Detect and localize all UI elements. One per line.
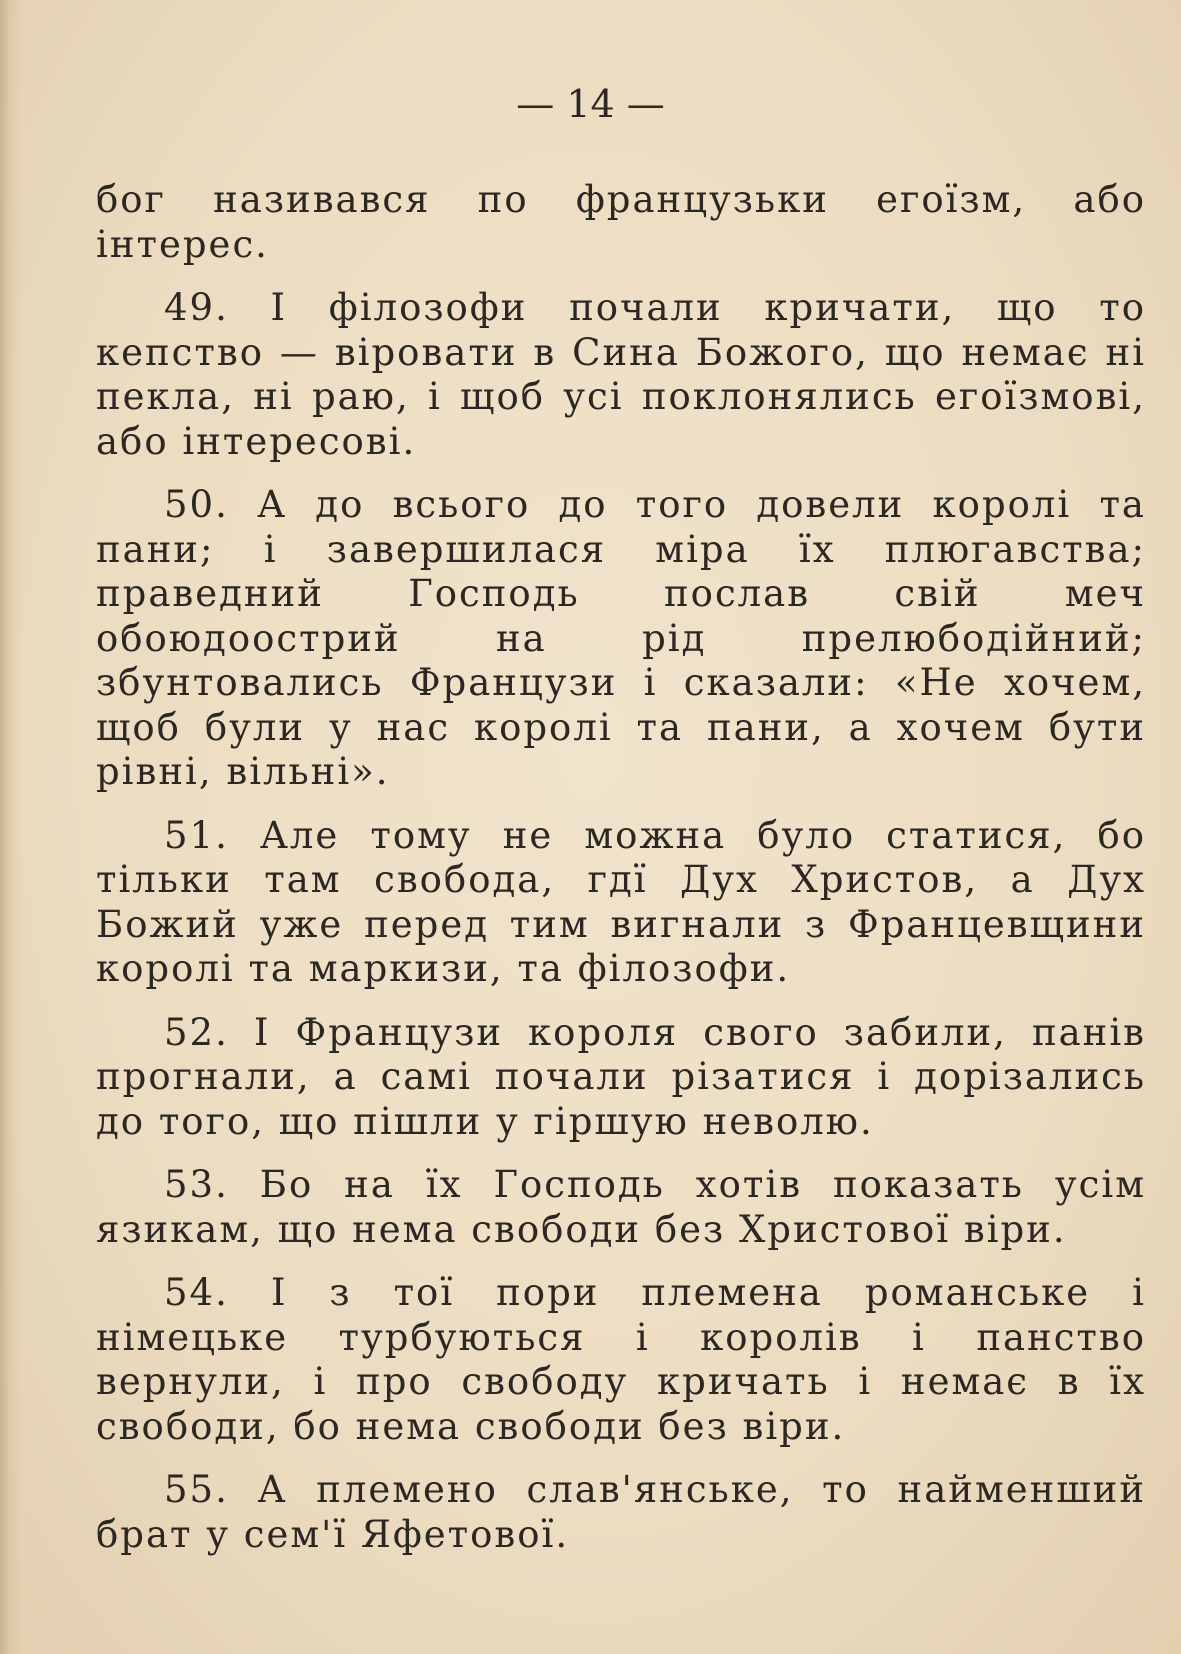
page-edge-shadow xyxy=(0,0,22,1654)
paragraph-52: 52. І Французи короля свого забили, панів прогнали, а самі почали різатися і дорізались до того, що пішли у гіршую неволю. xyxy=(96,1010,1146,1143)
paragraph-53: 53. Бо на їх Господь хотів показать усім язикам, що нема свободи без Христової віри. xyxy=(96,1163,1146,1251)
paragraph-50: 50. А до всього до того довели королі та пани; і завершилася міра їх плюгавства; праведний Господь послав свій меч обоюдоострий на рід прелюбодійний; збунтовались Французи і сказали: «Не хочем, щоб були у нас королі та пани, а хочем бути рівні, вільні». xyxy=(96,483,1146,793)
paragraph-55: 55. А племено слав'янське, то найменший брат у сем'ї Яфетової. xyxy=(96,1468,1146,1556)
paragraph-continuation: бог називався по французьки егоїзм, або інтерес. xyxy=(96,178,1146,266)
paragraph-54: 54. І з тої пори племена романське і німецьке турбуються і королів і панство вернули, і про свободу кричать і немає в їх свободи, бо нема свободи без віри. xyxy=(96,1271,1146,1448)
paragraph-49: 49. І філозофи почали кричати, що то кепство — віровати в Сина Божого, що немає ні пекла, ні раю, і щоб усі поклонялись егоїзмові, або інтересові. xyxy=(96,286,1146,463)
paragraph-51: 51. Але тому не можна було статися, бо тільки там свобода, гдї Дух Христов, а Дух Божий уже перед тим вигнали з Францевщини королі та маркизи, та філозофи. xyxy=(96,813,1146,990)
page-number: — 14 — xyxy=(516,82,665,126)
body-text xyxy=(96,178,1146,1557)
